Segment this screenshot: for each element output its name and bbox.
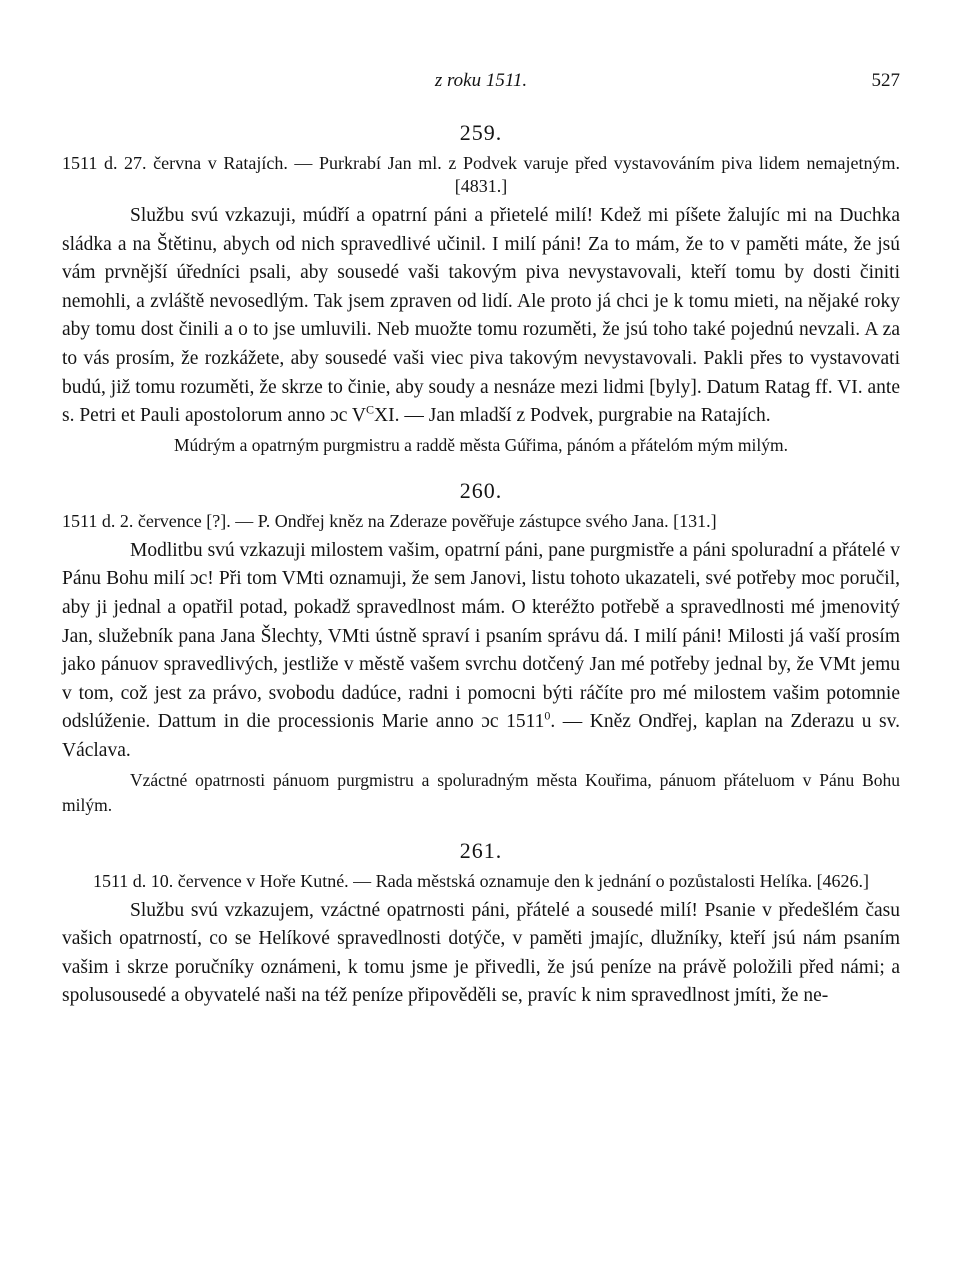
document-regest-261: 1511 d. 10. července v Hoře Kutné. — Rada městská oznamuje den k jednání o pozůstalosti Helíka. [4626.] (92, 870, 870, 891)
document-address-260: Vzáctné opatrnosti pánuom purgmistru a spoluradným města Kouřima, pánuom přáteluom v Pánu Bohu milým. (62, 769, 900, 815)
superscript: 0 (544, 708, 551, 723)
document-number-259: 259. (459, 120, 503, 145)
document-body-259 (62, 202, 900, 431)
document-number-261: 261. (459, 837, 503, 863)
book-page (62, 70, 900, 1011)
document-body-260 (62, 537, 900, 766)
body-text: Službu svú vzkazuji, múdří a opatrní páni a přietelé milí! Kdež mi píšete žalujíc mi na Duchka sládka a na Štětinu, abych od nich spravedlivé učinil. I milí páni! Za to mám, že to v paměti máte, že jsú vám prvnější úředníci psali, aby sousedé vaši takovým piva nevystavovali, kteří tomu by dosti činiti nemohli, a zvláště nevosedlým. Tak jsem zpraven od lidí. Ale proto já chci je k tomu mieti, na nějaké roky aby tomu dost činili a o to jse umluvili. Neb muožte tomu rozuměti, že jsú toho také pojednú nevzali. A za to vás prosím, že rozkážete, aby sousedé vaši viec piva takovým nevystavovali. Pakli přes to vystavovati budú, již tomu rozuměti, že skrze to činie, aby soudy a nesnáze mezi lidmi [byly]. Datum Ratag ff. VI. ante s. Petri et Pauli apostolorum anno ɔc V (62, 205, 900, 427)
body-text-end: XI. — Jan mladší z Podvek, purgrabie na Ratajích. (374, 405, 771, 427)
page-number: 527 (871, 70, 900, 91)
document-regest-259: 1511 d. 27. června v Ratajích. — Purkrabí Jan ml. z Podvek varuje před vystavováním piva lidem nemajetným. [4831.] (62, 153, 900, 196)
document-regest-260: 1511 d. 2. července [?]. — P. Ondřej kněz na Zderaze pověřuje zástupce svého Jana. [131.] (62, 510, 717, 531)
superscript: C (366, 402, 375, 417)
body-text: Modlitbu svú vzkazuji milostem vašim, opatrní páni, pane purgmistře a páni spoluradní a přátelé v Pánu Bohu milí ɔc! Při tom VMti oznamuji, že sem Janovi, listu tohoto ukazateli, své potřeby moc poručil, aby ji jednal a opatřil potad, pokadž spravedlnost mám. O kteréžto potřebě a spravedlnosti mé jmenovitý Jan, služebník pana Jana Šlechty, VMti ústně spraví i psaním správu dá. I milí páni! Milosti já vaší prosím jako pánuov spravedlivých, jestliže v městě vašem svrchu dotčený Jan mé potřeby jednal by, že VMt jemu v tom, což jest za právo, svobodu dadúce, radni i pomocni býti ráčíte pro mé milostem vašim potomnie odslúženie. Dattum in die processionis Marie anno ɔc 1511 (62, 539, 900, 733)
running-title: z roku 1511. (434, 70, 528, 91)
document-address-259: Múdrým a opatrným purgmistru a raddě města Gúřima, pánóm a přátelóm mým milým. (174, 434, 788, 455)
body-text-end: . — Kněz Ondřej, kaplan na Zderazu u sv. Václava. (62, 711, 900, 761)
document-number-260: 260. (459, 477, 503, 503)
page-header (62, 70, 900, 100)
document-body-261: Službu svú vzkazujem, vzáctné opatrnosti páni, přátelé a sousedé milí! Psanie v předešlém času vašich opatrností, co se Helíkové spravedlnosti dotýče, v paměti jmajíc, dlužníky, kteří jsú nám psaním vašim i skrze poručníky oznámeni, k tomu jsme je přivedli, že jsú peníze na právě položili před námi; a spolusousedé a obyvatelé naši na též peníze připověděli se, pravíc k nim spravedlnost jmíti, že ne- (62, 899, 900, 1007)
